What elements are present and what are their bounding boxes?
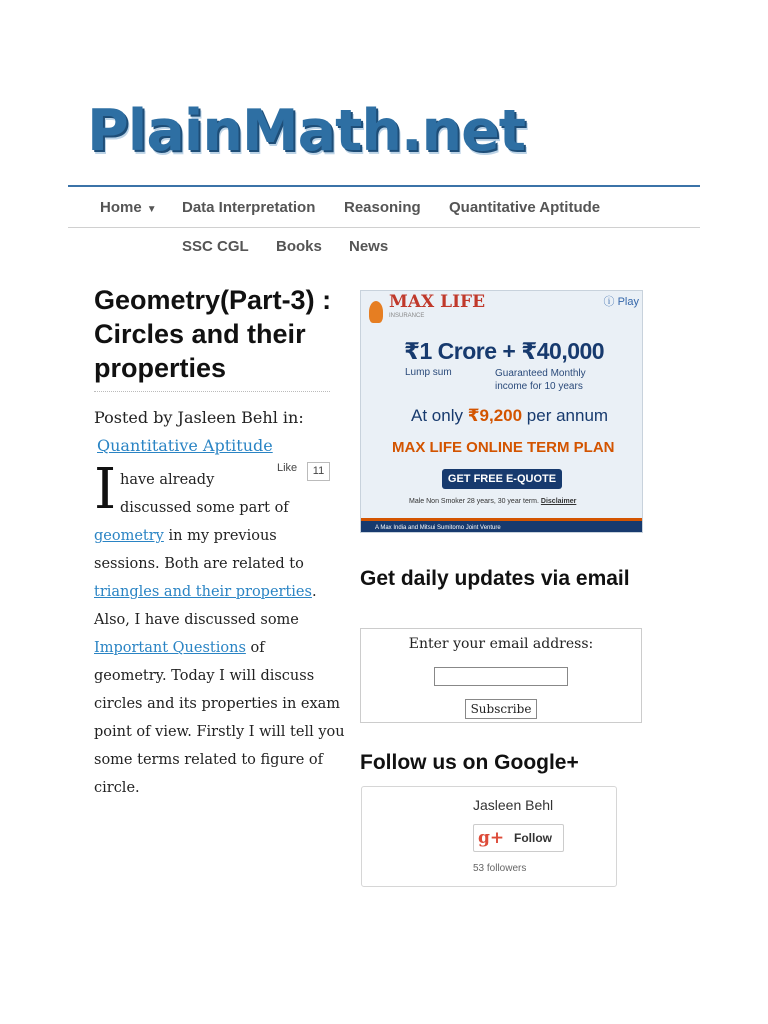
ad-info-icon[interactable]: ⓘ Play	[603, 296, 639, 308]
ad-note	[409, 498, 576, 505]
ad-footer: A Max India and Mitsui Sumitomo Joint Venture	[361, 518, 642, 532]
nav-item-home-label: Home	[100, 199, 142, 216]
google-plus-icon: g+	[478, 828, 505, 848]
post-body-line	[94, 640, 265, 656]
nav-item-home[interactable]	[100, 199, 157, 216]
gplus-follow-button[interactable]	[473, 824, 564, 852]
post-body-line: geometry. Today I will discuss	[94, 668, 315, 684]
nav-top-divider	[68, 185, 700, 187]
post-body-line: sessions. Both are related to	[94, 556, 304, 572]
title-divider	[94, 391, 330, 392]
ad-price-value: ₹9,200	[467, 406, 523, 425]
advertisement[interactable]	[360, 290, 643, 533]
gplus-profile-name[interactable]: Jasleen Behl	[473, 797, 554, 813]
nav-row-divider	[68, 227, 700, 228]
inline-link[interactable]: Important Questions	[94, 640, 246, 656]
post-meta	[94, 404, 334, 460]
inline-link[interactable]: triangles and their properties	[94, 584, 312, 600]
ad-brand	[389, 292, 486, 323]
gplus-followers-count: 53 followers	[473, 863, 527, 874]
post-body-line	[94, 584, 317, 600]
email-widget-title: Get daily updates via email	[360, 567, 630, 590]
ad-brand-name: MAX LIFE	[389, 292, 486, 312]
inline-text: .	[311, 584, 317, 600]
chevron-down-icon: ▼	[146, 204, 157, 215]
ad-disclaimer-link[interactable]: Disclaimer	[540, 498, 577, 505]
posted-by: Posted by Jasleen Behl in:	[94, 408, 304, 427]
nav-item-ssc-cgl[interactable]: SSC CGL	[182, 238, 249, 255]
ad-note-text: Male Non Smoker 28 years, 30 year term.	[409, 498, 539, 505]
ad-price-suffix: per annum	[522, 406, 609, 425]
post-body-line: point of view. Firstly I will tell you	[94, 724, 345, 740]
subscribe-button[interactable]: Subscribe	[465, 699, 537, 719]
post-title: Geometry(Part-3) : Circles and their properties	[94, 285, 332, 383]
nav-item-books[interactable]: Books	[276, 238, 322, 255]
post-body-line: Also, I have discussed some	[94, 612, 299, 628]
ad-price-prefix: At only	[411, 406, 468, 425]
ad-price	[411, 406, 608, 426]
drop-cap: I	[94, 457, 117, 522]
inline-link[interactable]: geometry	[94, 528, 164, 544]
ad-monthly-income: Guaranteed Monthly income for 10 years	[495, 368, 586, 392]
gplus-follow-label: Follow	[514, 831, 552, 845]
post-body-line: have already	[120, 472, 215, 488]
ad-brand-sub: INSURANCE	[389, 313, 425, 319]
post-body-line	[94, 528, 277, 544]
post-body-line: circles and its properties in exam	[94, 696, 341, 712]
post-body-line: discussed some part of	[120, 500, 289, 516]
post-body-line: circle.	[94, 780, 140, 796]
ad-lump-sum: Lump sum	[405, 367, 452, 378]
max-life-logo-icon	[369, 301, 383, 323]
post-body-line: some terms related to figure of	[94, 752, 324, 768]
email-label: Enter your email address:	[408, 636, 594, 652]
like-count: 11	[307, 462, 330, 481]
site-logo[interactable]: PlainMath.net	[87, 98, 526, 164]
gplus-badge	[361, 786, 617, 887]
like-button[interactable]: Like	[277, 462, 298, 474]
nav-item-data-interpretation[interactable]: Data Interpretation	[182, 199, 316, 216]
email-subscribe-box	[360, 628, 642, 723]
inline-text: of	[245, 640, 265, 656]
ad-quote-button[interactable]: GET FREE E-QUOTE	[442, 469, 562, 489]
gplus-widget-title: Follow us on Google+	[360, 751, 579, 774]
ad-headline: ₹1 Crore + ₹40,000	[404, 338, 605, 364]
email-input[interactable]	[434, 667, 568, 686]
nav-item-quantitative-aptitude[interactable]: Quantitative Aptitude	[449, 199, 601, 216]
nav-item-reasoning[interactable]: Reasoning	[344, 199, 421, 216]
nav-item-news[interactable]: News	[349, 238, 389, 255]
category-link[interactable]: Quantitative Aptitude	[97, 436, 273, 455]
inline-text: in my previous	[163, 528, 277, 544]
ad-plan-name: MAX LIFE ONLINE TERM PLAN	[392, 439, 615, 456]
